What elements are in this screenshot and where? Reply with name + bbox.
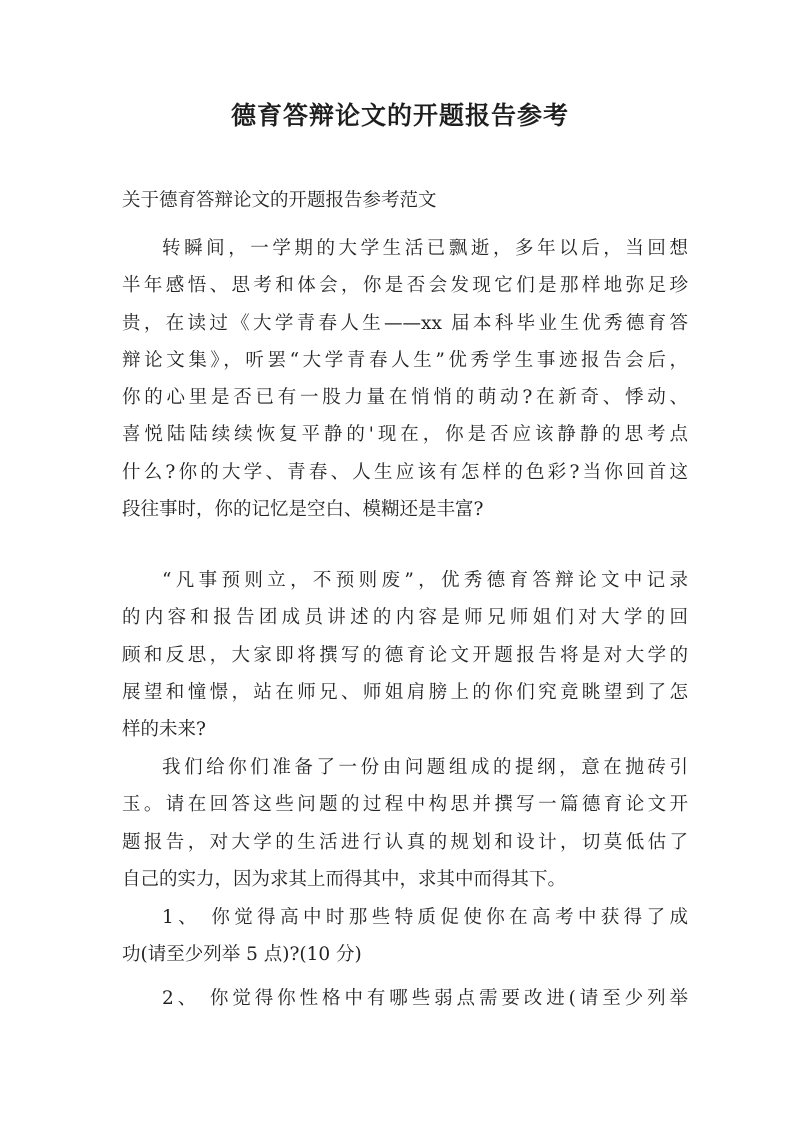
paragraph-line: 喜悦陆陆续续恢复平静的'现在，你是否应该静静的思考点 — [122, 424, 688, 446]
paragraph-line: 展望和憧憬，站在师兄、师姐肩膀上的你们究竟眺望到了怎 — [122, 681, 688, 703]
paragraph-line: 1、 你觉得高中时那些特质促使你在高考中获得了成 — [162, 907, 688, 928]
document-title: 德育答辩论文的开题报告参考 — [230, 101, 569, 130]
paragraph-line: 样的未来? — [122, 719, 206, 741]
paragraph-line: 功(请至少列举 5 点)?(10 分) — [122, 944, 362, 966]
paragraph-line: 段往事时，你的记忆是空白、模糊还是丰富? — [122, 499, 484, 521]
paragraph-line: 你的心里是否已有一股力量在悄悄的萌动?在新奇、悸动、 — [122, 387, 688, 409]
paragraph-line: 玉。请在回答这些问题的过程中构思并撰写一篇德育论文开 — [122, 794, 688, 816]
paragraph-line: 半年感悟、思考和体会，你是否会发现它们是那样地弥足珍 — [122, 275, 688, 297]
paragraph-line: 什么?你的大学、青春、人生应该有怎样的色彩?当你回首这 — [122, 461, 688, 483]
paragraph-line: 贵，在读过《大学青春人生——xx 届本科毕业生优秀德育答 — [122, 312, 688, 334]
paragraph-line: “凡事预则立，不预则废”，优秀德育答辩论文中记录 — [162, 570, 688, 591]
paragraph-line: 自己的实力，因为求其上而得其中，求其中而得其下。 — [122, 868, 567, 890]
question-item-1 — [122, 899, 688, 974]
document-subtitle: 关于德育答辩论文的开题报告参考范文 — [122, 190, 437, 211]
paragraph-1 — [122, 230, 688, 528]
paragraph-line: 题报告，对大学的生活进行认真的规划和设计，切莫低估了 — [122, 831, 688, 853]
paragraph-3 — [122, 749, 688, 898]
paragraph-line: 顾和反思，大家即将撰写的德育论文开题报告将是对大学的 — [122, 644, 688, 666]
paragraph-line: 辩论文集》，听罢“大学青春人生”优秀学生事迹报告会后， — [122, 349, 688, 371]
paragraph-line: 我们给你们准备了一份由问题组成的提纲，意在抛砖引 — [162, 757, 688, 778]
paragraph-line: 的内容和报告团成员讲述的内容是师兄师姐们对大学的回 — [122, 607, 688, 629]
paragraph-line: 2、 你觉得你性格中有哪些弱点需要改进(请至少列举 — [162, 988, 688, 1009]
paragraph-line: 转瞬间，一学期的大学生活已飘逝，多年以后，当回想 — [162, 238, 688, 259]
question-item-2 — [122, 980, 688, 1017]
paragraph-2 — [122, 562, 688, 748]
